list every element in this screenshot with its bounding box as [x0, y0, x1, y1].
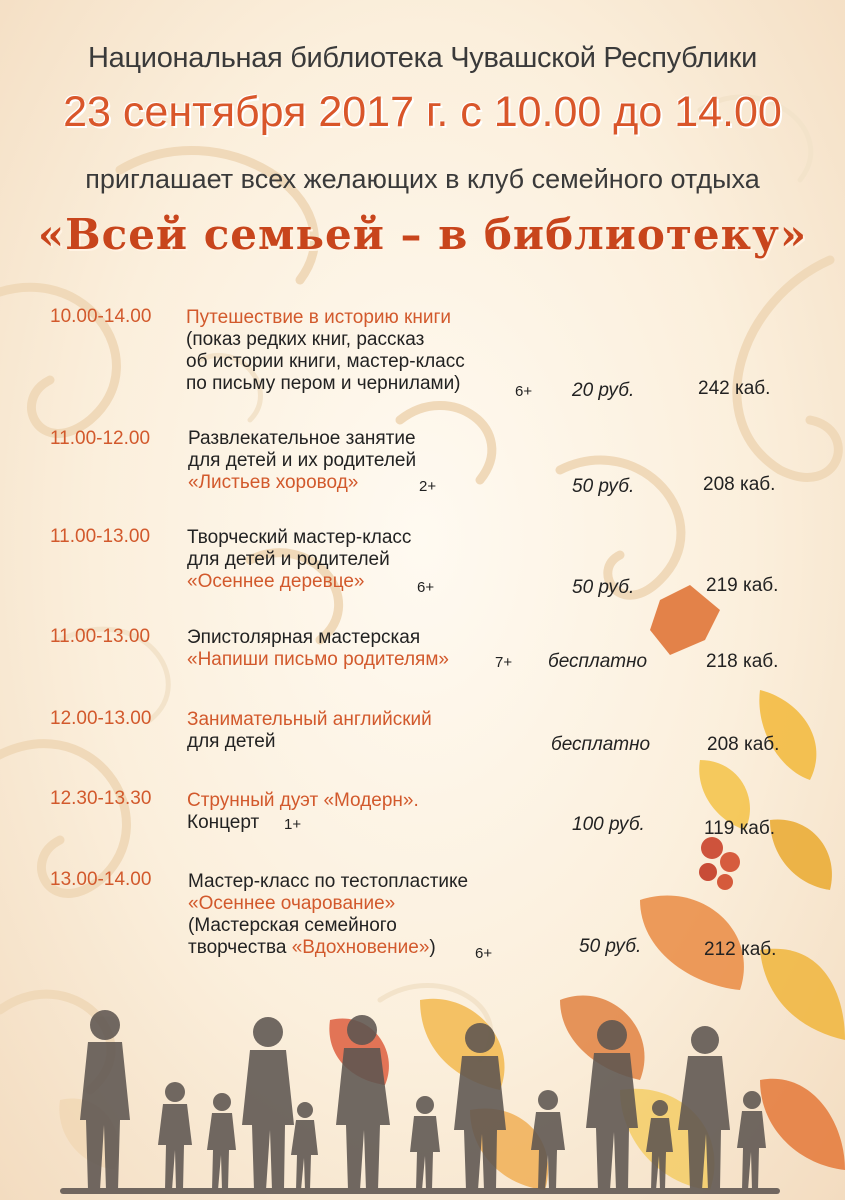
event-title: Путешествие в историю книги [186, 307, 451, 328]
age-rating: 1+ [284, 816, 302, 833]
event-room: 242 каб. [698, 378, 771, 399]
event-description [187, 790, 419, 834]
library-name: Национальная библиотека Чувашской Республики [88, 42, 757, 74]
event-detail: об истории книги, мастер-класс [186, 351, 465, 372]
event-detail: Творческий мастер-класс [187, 527, 412, 548]
event-room: 119 каб. [704, 818, 776, 839]
age-rating: 6+ [417, 579, 435, 596]
event-title: «Осеннее деревце» [187, 571, 365, 592]
event-detail: Мастер-класс по тестопластике [188, 871, 469, 892]
event-price: бесплатно [551, 734, 651, 755]
event-room: 212 каб. [704, 939, 777, 960]
event-room: 208 каб. [707, 734, 780, 755]
event-title: «Осеннее очарование» [188, 893, 396, 914]
event-description [186, 307, 465, 395]
age-rating: 7+ [495, 654, 513, 671]
event-time: 12.00-13.00 [50, 708, 152, 729]
event-price: 50 руб. [572, 476, 635, 497]
event-time: 12.30-13.30 [50, 788, 152, 809]
event-description [187, 527, 411, 593]
age-rating: 2+ [419, 478, 437, 495]
event-price: 20 руб. [572, 380, 635, 401]
event-title: Струнный дуэт «Модерн». [187, 790, 419, 811]
event-detail: (показ редких книг, рассказ [186, 329, 425, 350]
event-title: Занимательный английский [187, 709, 432, 730]
event-detail: по письму пером и чернилами) [186, 373, 461, 394]
event-title: «Напиши письмо родителям» [187, 649, 449, 670]
event-room: 218 каб. [706, 651, 779, 672]
invitation-text: приглашает всех желающих в клуб семейного отдыха [85, 164, 760, 194]
event-description [188, 871, 468, 959]
event-detail: для детей [187, 731, 276, 752]
event-detail: (Мастерская семейного [188, 915, 397, 936]
event-price: 50 руб. [572, 577, 635, 598]
event-detail: Концерт [187, 812, 260, 833]
age-rating: 6+ [475, 945, 493, 962]
event-time: 11.00-13.00 [50, 526, 151, 547]
event-room: 208 каб. [703, 474, 776, 495]
event-detail: творчества [188, 937, 292, 958]
event-time: 11.00-13.00 [50, 626, 151, 647]
event-description [187, 709, 432, 753]
event-detail: Развлекательное занятие [188, 428, 416, 449]
event-detail: Эпистолярная мастерская [187, 627, 421, 648]
event-time: 11.00-12.00 [50, 428, 151, 449]
event-time: 10.00-14.00 [50, 306, 152, 327]
event-room: 219 каб. [706, 575, 779, 596]
event-description [188, 428, 416, 494]
event-detail: для детей и их родителей [188, 450, 417, 471]
event-price: 100 руб. [572, 814, 645, 835]
event-highlight: «Вдохновение» [291, 937, 430, 958]
event-detail: для детей и родителей [187, 549, 390, 570]
event-title: «Листьев хоровод» [188, 472, 359, 493]
event-date: 23 сентября 2017 г. с 10.00 до 14.00 [63, 88, 782, 136]
event-description [187, 627, 449, 671]
event-price: бесплатно [548, 651, 648, 672]
club-title: «Всей семьей – в библиотеку» [37, 210, 808, 259]
event-time: 13.00-14.00 [50, 869, 152, 890]
age-rating: 6+ [515, 383, 533, 400]
event-price: 50 руб. [579, 936, 642, 957]
event-detail: ) [429, 937, 436, 958]
